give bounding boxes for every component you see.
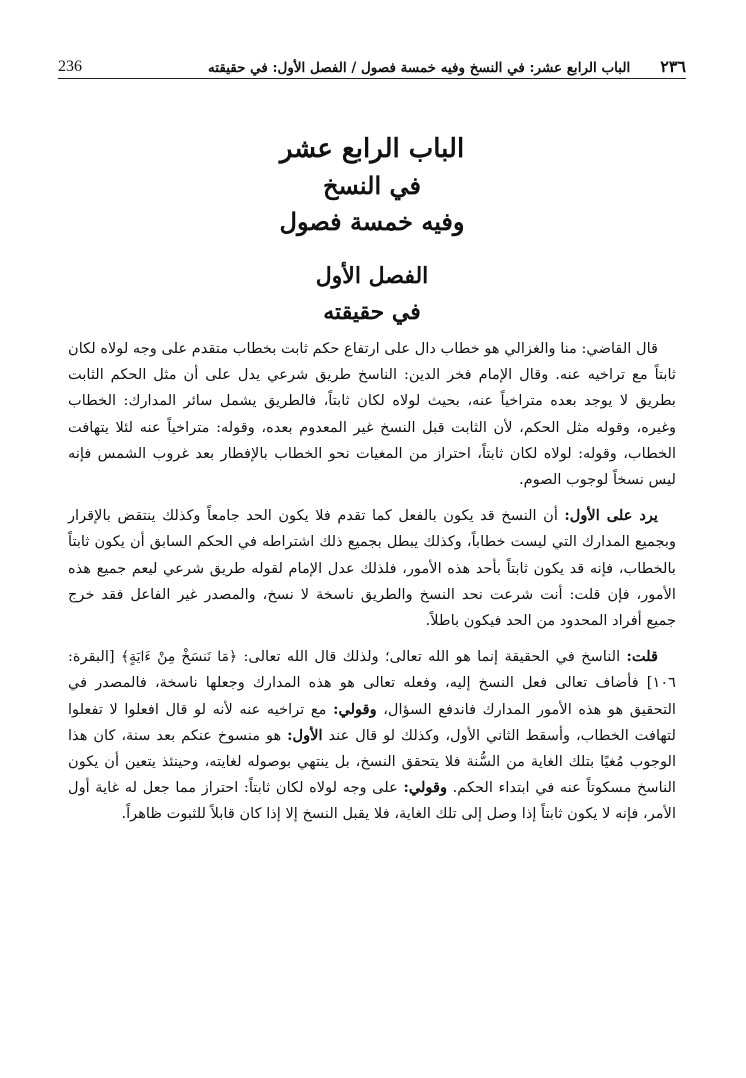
running-title: الباب الرابع عشر: في النسخ وفيه خمسة فصول / الفصل الأول: في حقيقته	[208, 60, 631, 76]
paragraph-1: قال القاضي: منا والغزالي هو خطاب دال على ارتفاع حكم ثابت بخطاب متقدم على وجه لولاه لكان ثابتاً مع تراخيه عنه. وقال الإمام فخر الدين: الناسخ طريق شرعي يدل على أن مثل الحكم الثابت بطريق لا يوجد بعده متراخياً عنه، بحيث لولاه لكان ثابتاً، فالطريق يشمل سائر المدارك: الخطاب وغيره، وقوله مثل الحكم، لأن الثابت قبل النسخ غير المعدوم بعده، وقوله: متراخياً عنه لئلا يتهافت الخطاب، وقوله: لولاه لكان ثابتاً، احتراز من المغيات نحو الخطاب بالإفطار بعد غروب الشمس فإنه ليس نسخاً لوجوب الصوم.	[68, 340, 676, 489]
chapter-title: الباب الرابع عشر	[279, 134, 465, 164]
paragraph-text: مع تراخيه عنه لأنه لو قال افعلوا لا تفعلوا لتهافت الخطاب، وأسقط الثاني الأول، وكذلك لو قال عند	[68, 700, 676, 744]
page-number-arabic: ٢٣٦	[660, 57, 686, 76]
quran-verse: ﴿مَا نَنسَخْ مِنْ ءَايَةٍ﴾	[120, 649, 238, 666]
chapter-subtitle: في النسخ	[323, 171, 421, 200]
paragraph-lead: يرد على الأول:	[564, 507, 658, 525]
section-title: الفصل الأول	[315, 263, 429, 289]
chapter-subtitle-2: وفيه خمسة فصول	[279, 207, 465, 236]
paragraph-lead: الأول:	[287, 726, 323, 744]
paragraph-2	[68, 503, 676, 634]
paragraph-3	[68, 644, 676, 827]
paragraph-text: [البقرة: ١٠٦] فأضاف تعالى فعل النسخ إليه، وفعله تعالى هو هذه المدارك وجعلها ناسخة، فالمصدر في التحقيق هو هذه الأمور المدارك فاندفع السؤال،	[68, 648, 676, 718]
page-header	[58, 42, 686, 79]
paragraph-lead: وقولي:	[333, 700, 377, 718]
paragraph-lead: وقولي:	[403, 779, 447, 797]
running-head	[208, 57, 686, 76]
page-number-latin: 236	[58, 58, 82, 75]
paragraph-text: أن النسخ قد يكون بالفعل كما تقدم فلا يكون الحد جامعاً وكذلك ينتقض بالإقرار وبجميع المدارك التي ليست خطاباً، وكذلك يبطل بجميع ذلك اشتراطه في الحكم السابق أن يكون ثابتاً بالخطاب، فإنه قد يكون ثابتاً بأحد هذه الأمور، فلذلك عدل الإمام لقوله طريق شرعي ليعم جميع هذه الأمور، فإن قلت: أنت شرعت نحد النسخ والطريق ناسخة لا نسخ، والمصدر غير الفاعل فقد خرج جميع أفراد المحدود من الحد فيكون باطلاً.	[68, 507, 676, 630]
paragraph-lead: قلت:	[626, 648, 658, 666]
page-body	[68, 130, 676, 838]
paragraph-text: هو منسوخ عنكم بعد سنة، كان هذا الوجوب مُغيًا بتلك الغاية من السُّنة فلا يتحقق النسخ، بل ينتهي بوصوله لغايته، وحينئذ يتعين أن يكون الناسخ مسكوتاً عنه في ابتداء الحكم.	[68, 726, 676, 797]
paragraph-text: الناسخ في الحقيقة إنما هو الله تعالى؛ ولذلك قال الله تعالى:	[237, 648, 627, 666]
paragraph-text: على وجه لولاه لكان ثابتاً: احتراز مما جعل له غاية أول الأمر، فإنه لا يكون ثابتاً إذا وصل إلى تلك الغاية، فلا يقبل النسخ إلا إذا كان قابلاً للثبوت ظاهراً.	[68, 779, 676, 823]
section-subtitle: في حقيقته	[323, 299, 421, 325]
